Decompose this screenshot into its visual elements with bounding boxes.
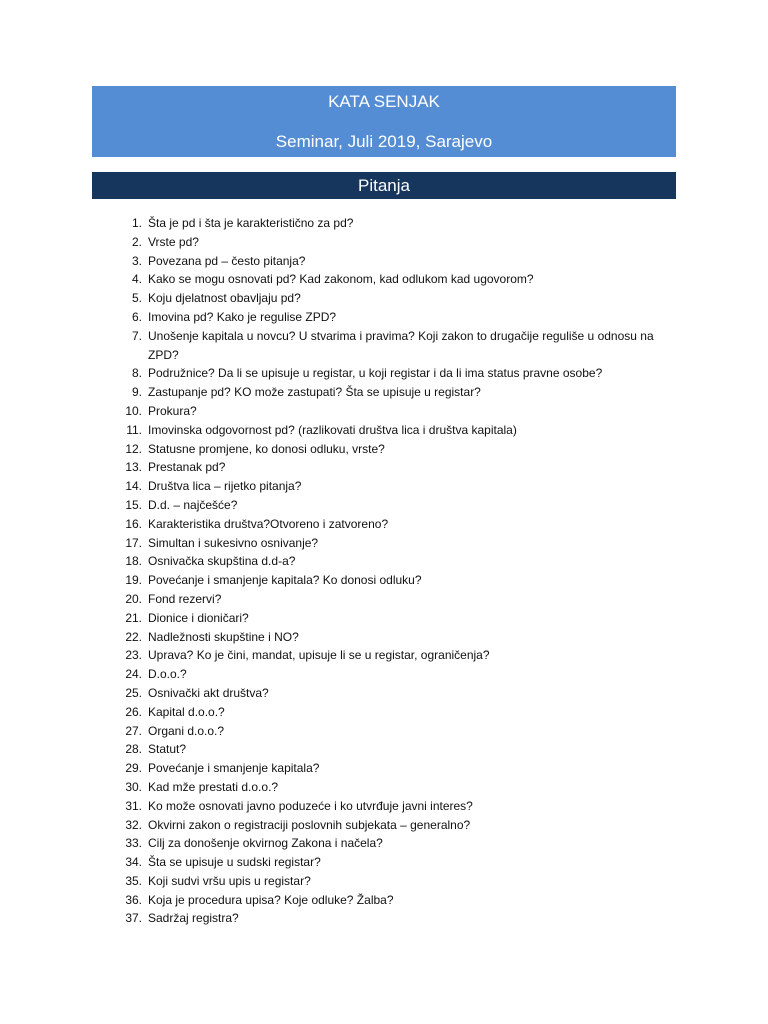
question-item	[100, 421, 675, 440]
question-item	[100, 214, 675, 233]
question-item	[100, 759, 675, 778]
question-number: 29.	[125, 761, 142, 776]
question-item	[100, 665, 675, 684]
question-number: 26.	[125, 704, 142, 719]
question-item	[100, 797, 675, 816]
question-number: 24.	[125, 667, 142, 682]
question-item	[100, 496, 675, 515]
question-number: 21.	[125, 610, 142, 625]
question-number: 20.	[125, 591, 142, 606]
question-text: Dionice i dioničari?	[148, 610, 249, 625]
question-number: 34.	[125, 855, 142, 870]
question-text: D.o.o.?	[148, 667, 187, 682]
question-number: 22.	[125, 629, 142, 644]
question-text: Povezana pd – često pitanja?	[148, 253, 306, 268]
question-item	[100, 440, 675, 459]
question-text: Prokura?	[148, 403, 197, 418]
question-text: Cilj za donošenje okvirnog Zakona i načela?	[148, 836, 383, 851]
question-text: Simultan i sukesivno osnivanje?	[148, 535, 319, 550]
question-number: 28.	[125, 742, 142, 757]
question-number: 1.	[131, 216, 142, 230]
question-number: 27.	[125, 723, 142, 738]
question-number: 19.	[125, 573, 142, 588]
question-number: 23.	[125, 648, 142, 663]
question-text: Imovinska odgovornost pd? (razlikovati društva lica i društva kapitala)	[148, 422, 517, 437]
question-number: 16.	[125, 516, 142, 531]
question-item	[100, 270, 675, 289]
question-number: 3.	[131, 253, 142, 268]
question-number: 13.	[125, 460, 142, 475]
question-item	[100, 853, 675, 872]
question-item	[100, 816, 675, 835]
question-number: 14.	[125, 479, 142, 494]
question-number: 36.	[125, 892, 142, 907]
question-item	[100, 740, 675, 759]
question-text: Koju djelatnost obavljaju pd?	[148, 291, 301, 306]
question-number: 9.	[131, 385, 142, 400]
question-item	[100, 364, 675, 383]
question-number: 32.	[125, 817, 142, 832]
question-text: Statusne promjene, ko donosi odluku, vrste?	[148, 441, 385, 456]
question-item	[100, 778, 675, 797]
question-text: Okvirni zakon o registraciji poslovnih subjekata – generalno?	[148, 817, 471, 832]
question-item	[100, 872, 675, 891]
question-item	[100, 891, 675, 910]
question-item	[100, 477, 675, 496]
question-list	[100, 214, 675, 928]
question-item	[100, 552, 675, 571]
question-item	[100, 646, 675, 665]
question-number: 2.	[131, 234, 142, 249]
question-text: Imovina pd? Kako je regulise ZPD?	[148, 309, 337, 324]
seminar-subtitle: Seminar, Juli 2019, Sarajevo	[275, 132, 493, 151]
question-item	[100, 383, 675, 402]
question-text: Kako se mogu osnovati pd? Kad zakonom, kad odlukom kad ugovorom?	[148, 272, 534, 287]
question-text: Zastupanje pd? KO može zastupati? Šta se upisuje u registar?	[148, 385, 481, 400]
question-item	[100, 684, 675, 703]
question-text: D.d. – najčešće?	[148, 497, 238, 512]
question-item	[100, 590, 675, 609]
question-item	[100, 458, 675, 477]
question-number: 17.	[125, 535, 142, 550]
question-number: 11.	[126, 422, 142, 437]
question-text: Koja je procedura upisa? Koje odluke? Žalba?	[148, 892, 394, 907]
question-text: Osnivačka skupština d.d-a?	[148, 554, 296, 569]
question-number: 12.	[125, 441, 142, 456]
question-text: Povećanje i smanjenje kapitala?	[148, 761, 320, 776]
question-text: Uprava? Ko je čini, mandat, upisuje li se u registar, ograničenja?	[148, 648, 490, 663]
question-item	[100, 252, 675, 271]
question-number: 8.	[131, 366, 142, 381]
question-number: 6.	[131, 309, 142, 324]
question-text: Vrste pd?	[148, 234, 199, 249]
question-text: Podružnice? Da li se upisuje u registar, u koji registar i da li ima status pravne osobe?	[148, 366, 603, 381]
question-number: 18.	[125, 554, 142, 569]
document-header	[92, 86, 676, 157]
question-number: 33.	[125, 836, 142, 851]
question-number: 30.	[125, 779, 142, 794]
question-text: Prestanak pd?	[148, 460, 226, 475]
question-number: 25.	[125, 685, 142, 700]
question-item	[100, 402, 675, 421]
question-text: Društva lica – rijetko pitanja?	[148, 479, 302, 494]
question-text: Fond rezervi?	[148, 591, 222, 606]
question-item	[100, 703, 675, 722]
question-text: Koji sudvi vršu upis u registar?	[148, 873, 311, 888]
question-text: Ko može osnovati javno poduzeće i ko utvrđuje javni interes?	[148, 798, 473, 813]
author-name: KATA SENJAK	[328, 92, 440, 111]
question-item	[100, 909, 675, 928]
question-item	[100, 609, 675, 628]
question-number: 10.	[125, 403, 142, 418]
question-item	[100, 722, 675, 741]
question-number: 15.	[125, 497, 142, 512]
question-text: Šta je pd i šta je karakteristično za pd?	[148, 216, 354, 230]
question-number: 7.	[131, 328, 142, 343]
question-item	[100, 534, 675, 553]
question-number: 37.	[125, 911, 142, 926]
question-text: Povećanje i smanjenje kapitala? Ko donosi odluku?	[148, 573, 422, 588]
question-text: Šta se upisuje u sudski registar?	[148, 855, 321, 870]
question-number: 31.	[125, 798, 142, 813]
question-text: Karakteristika društva?Otvoreno i zatvoreno?	[148, 516, 389, 531]
question-item	[100, 571, 675, 590]
question-item	[100, 628, 675, 647]
section-title: Pitanja	[92, 172, 676, 199]
question-item	[100, 233, 675, 252]
question-text: Nadležnosti skupštine i NO?	[148, 629, 299, 644]
question-text: Kapital d.o.o.?	[148, 704, 225, 719]
question-text: Unošenje kapitala u novcu? U stvarima i pravima? Koji zakon to drugačije reguliše u odnosu na ZPD?	[148, 328, 654, 362]
question-item	[100, 289, 675, 308]
question-text: Osnivački akt društva?	[148, 685, 269, 700]
question-number: 35.	[125, 873, 142, 888]
question-item	[100, 515, 675, 534]
question-number: 4.	[131, 272, 142, 287]
question-text: Statut?	[148, 742, 187, 757]
question-text: Organi d.o.o.?	[148, 723, 225, 738]
question-item	[100, 327, 675, 365]
question-text: Sadržaj registra?	[148, 911, 239, 926]
question-number: 5.	[131, 291, 142, 306]
question-text: Kad mže prestati d.o.o.?	[148, 779, 279, 794]
question-item	[100, 308, 675, 327]
question-item	[100, 834, 675, 853]
